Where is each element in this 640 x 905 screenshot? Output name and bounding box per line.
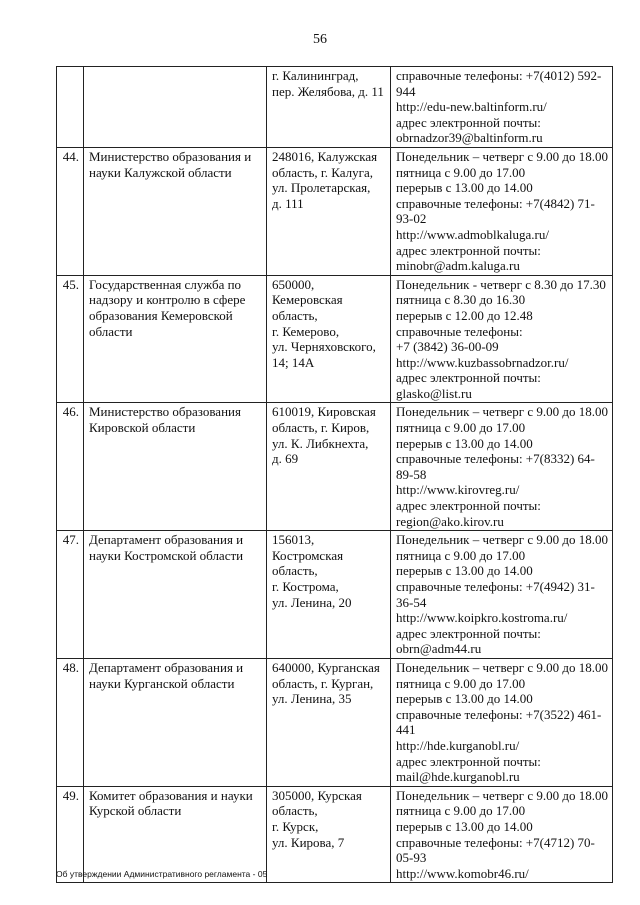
- address-cell: [267, 786, 391, 883]
- address-line: ул. Кирова, 7: [272, 834, 345, 850]
- contact-info-line: адрес электронной почты:: [396, 114, 541, 130]
- table-row: [57, 275, 613, 403]
- contact-info-line: пятница с 9.00 до 17.00: [396, 803, 526, 819]
- contact-info-cell: [391, 403, 613, 531]
- contact-info-line: mail@hde.kurganobl.ru: [396, 769, 520, 785]
- address-line: 248016, Калужская: [272, 148, 378, 164]
- authority-name-line: Министерство образования и: [89, 148, 252, 164]
- address-line: г. Кемерово,: [272, 323, 340, 339]
- table-row: [57, 658, 613, 786]
- authority-name-line: науки Калужской области: [89, 164, 232, 180]
- address-line: г. Курск,: [272, 818, 319, 834]
- contact-info-line: пятница с 8.30 до 16.30: [396, 292, 526, 308]
- authority-name-cell: [84, 403, 267, 531]
- contact-info-line: справочные телефоны: +7(4012) 592-: [396, 68, 602, 83]
- address-line: область,: [272, 803, 318, 819]
- authorities-table: [56, 66, 613, 883]
- contact-info-line: справочные телефоны: +7(8332) 64-: [396, 451, 595, 467]
- address-line: 305000, Курская: [272, 787, 362, 803]
- authority-name-cell: [84, 147, 267, 275]
- authority-name-line: науки Курганской области: [89, 675, 235, 691]
- address-line: область,: [272, 307, 318, 323]
- page-number: 56: [313, 32, 327, 47]
- contact-info-line: Понедельник – четверг с 9.00 до 18.00: [396, 659, 609, 675]
- address-cell: [267, 275, 391, 403]
- contact-info-line: адрес электронной почты:: [396, 370, 541, 386]
- authority-name-line: Комитет образования и науки: [89, 787, 253, 803]
- table-row: [57, 67, 613, 148]
- table-body: [57, 67, 613, 883]
- contact-info-line: адрес электронной почты:: [396, 625, 541, 641]
- address-cell: [267, 531, 391, 659]
- address-line: ул. К. Либкнехта,: [272, 435, 369, 451]
- address-line: область, г. Калуга,: [272, 164, 374, 180]
- address-line: Костромская: [272, 547, 344, 563]
- contact-info-line: адрес электронной почты:: [396, 753, 541, 769]
- contact-info-line: справочные телефоны: +7(4842) 71-: [396, 195, 595, 211]
- address-line: область, г. Киров,: [272, 420, 370, 436]
- contact-info-line: пятница с 9.00 до 17.00: [396, 164, 526, 180]
- address-line: ул. Ленина, 20: [272, 594, 352, 610]
- contact-info-cell: [391, 531, 613, 659]
- row-number: 46.: [57, 403, 84, 531]
- address-line: 14; 14А: [272, 354, 315, 370]
- address-line: 156013,: [272, 532, 315, 548]
- table-row: [57, 531, 613, 659]
- contact-info-line: obrn@adm44.ru: [396, 641, 482, 657]
- row-number: 47.: [57, 531, 84, 659]
- contact-info-line: 944: [396, 83, 416, 99]
- contact-info-line: пятница с 9.00 до 17.00: [396, 420, 526, 436]
- contact-info-line: пятница с 9.00 до 17.00: [396, 547, 526, 563]
- contact-info-line: перерыв с 13.00 до 14.00: [396, 435, 533, 451]
- address-line: 610019, Кировская: [272, 404, 376, 420]
- contact-info-line: перерыв с 13.00 до 14.00: [396, 818, 533, 834]
- contact-info-line: glasko@list.ru: [396, 385, 472, 401]
- contact-info-line: 441: [396, 722, 416, 738]
- contact-info-line: obrnadzor39@baltinform.ru: [396, 130, 543, 146]
- contact-info-line: перерыв с 13.00 до 14.00: [396, 180, 533, 196]
- address-cell: [267, 147, 391, 275]
- row-number: [57, 67, 84, 148]
- table-row: [57, 147, 613, 275]
- authority-name-cell: [84, 531, 267, 659]
- contact-info-line: справочные телефоны: +7(3522) 461-: [396, 706, 602, 722]
- contact-info-cell: [391, 658, 613, 786]
- contact-info-line: 05-93: [396, 850, 427, 866]
- contact-info-line: Понедельник – четверг с 9.00 до 18.00: [396, 787, 609, 803]
- authority-name-line: Министерство образования: [89, 404, 241, 420]
- row-number: 48.: [57, 658, 84, 786]
- authority-name-line: надзору и контролю в сфере: [89, 292, 246, 308]
- authority-name-cell: [84, 67, 267, 148]
- contact-info-line: http://www.komobr46.ru/: [396, 865, 529, 881]
- address-line: д. 69: [272, 451, 299, 467]
- contact-info-line: справочные телефоны: +7(4942) 31-: [396, 579, 595, 594]
- authority-name-line: Департамент образования и: [89, 659, 244, 675]
- authority-name-cell: [84, 275, 267, 403]
- row-number: 45.: [57, 275, 84, 403]
- contact-info-line: Понедельник – четверг с 9.00 до 18.00: [396, 532, 609, 548]
- address-line: 650000,: [272, 276, 315, 292]
- contact-info-line: region@ako.kirov.ru: [396, 513, 504, 529]
- contact-info-line: http://hde.kurganobl.ru/: [396, 737, 520, 753]
- contact-info-line: Понедельник - четверг с 8.30 до 17.30: [396, 276, 606, 292]
- contact-info-line: http://www.admoblkaluga.ru/: [396, 226, 549, 242]
- contact-info-line: Понедельник – четверг с 9.00 до 18.00: [396, 404, 609, 420]
- row-number: 49.: [57, 786, 84, 883]
- contact-info-line: адрес электронной почты:: [396, 242, 541, 258]
- contact-info-line: http://www.kirovreg.ru/: [396, 482, 520, 498]
- contact-info-cell: [391, 786, 613, 883]
- authority-name-line: области: [89, 323, 133, 339]
- contact-info-line: +7 (3842) 36-00-09: [396, 339, 499, 355]
- authority-name-line: образования Кемеровской: [89, 307, 233, 323]
- authority-name-line: науки Костромской области: [89, 547, 244, 563]
- address-cell: [267, 658, 391, 786]
- address-line: ул. Пролетарская,: [272, 180, 371, 196]
- address-line: ул. Черняховского,: [272, 339, 376, 355]
- address-line: ул. Ленина, 35: [272, 691, 352, 707]
- contact-info-line: пятница с 9.00 до 17.00: [396, 675, 526, 691]
- address-line: 640000, Курганская: [272, 659, 380, 675]
- contact-info-cell: [391, 147, 613, 275]
- contact-info-line: перерыв с 13.00 до 14.00: [396, 691, 533, 707]
- address-line: пер. Желябова, д. 11: [272, 83, 384, 99]
- authority-name-line: Курской области: [89, 803, 182, 819]
- contact-info-line: справочные телефоны: +7(4712) 70-: [396, 834, 595, 850]
- address-line: Кемеровская: [272, 292, 343, 308]
- authority-name-line: Государственная служба по: [89, 276, 242, 292]
- authority-name-line: Департамент образования и: [89, 532, 244, 548]
- address-line: д. 111: [272, 195, 304, 211]
- contact-info-line: Понедельник – четверг с 9.00 до 18.00: [396, 148, 609, 164]
- footer-note: Об утверждении Административного регламента - 05: [56, 869, 268, 879]
- address-line: г. Калининград,: [272, 68, 359, 83]
- contact-info-line: http://edu-new.baltinform.ru/: [396, 99, 547, 115]
- contact-info-cell: [391, 67, 613, 148]
- authority-name-line: Кировской области: [89, 420, 196, 436]
- contact-info-line: 36-54: [396, 594, 427, 610]
- contact-info-line: minobr@adm.kaluga.ru: [396, 258, 520, 274]
- address-cell: [267, 67, 391, 148]
- address-line: г. Кострома,: [272, 579, 339, 594]
- row-number: 44.: [57, 147, 84, 275]
- contact-info-cell: [391, 275, 613, 403]
- contact-info-line: http://www.koipkro.kostroma.ru/: [396, 610, 568, 626]
- table-row: [57, 403, 613, 531]
- contact-info-line: перерыв с 13.00 до 14.00: [396, 563, 533, 579]
- contact-info-line: http://www.kuzbassobrnadzor.ru/: [396, 354, 569, 370]
- contact-info-line: адрес электронной почты:: [396, 498, 541, 514]
- contact-info-line: 93-02: [396, 211, 427, 227]
- address-line: область,: [272, 563, 318, 579]
- contact-info-line: 89-58: [396, 466, 427, 482]
- authority-name-cell: [84, 658, 267, 786]
- address-line: область, г. Курган,: [272, 675, 374, 691]
- contact-info-line: перерыв с 12.00 до 12.48: [396, 307, 533, 323]
- address-cell: [267, 403, 391, 531]
- contact-info-line: справочные телефоны:: [396, 323, 523, 339]
